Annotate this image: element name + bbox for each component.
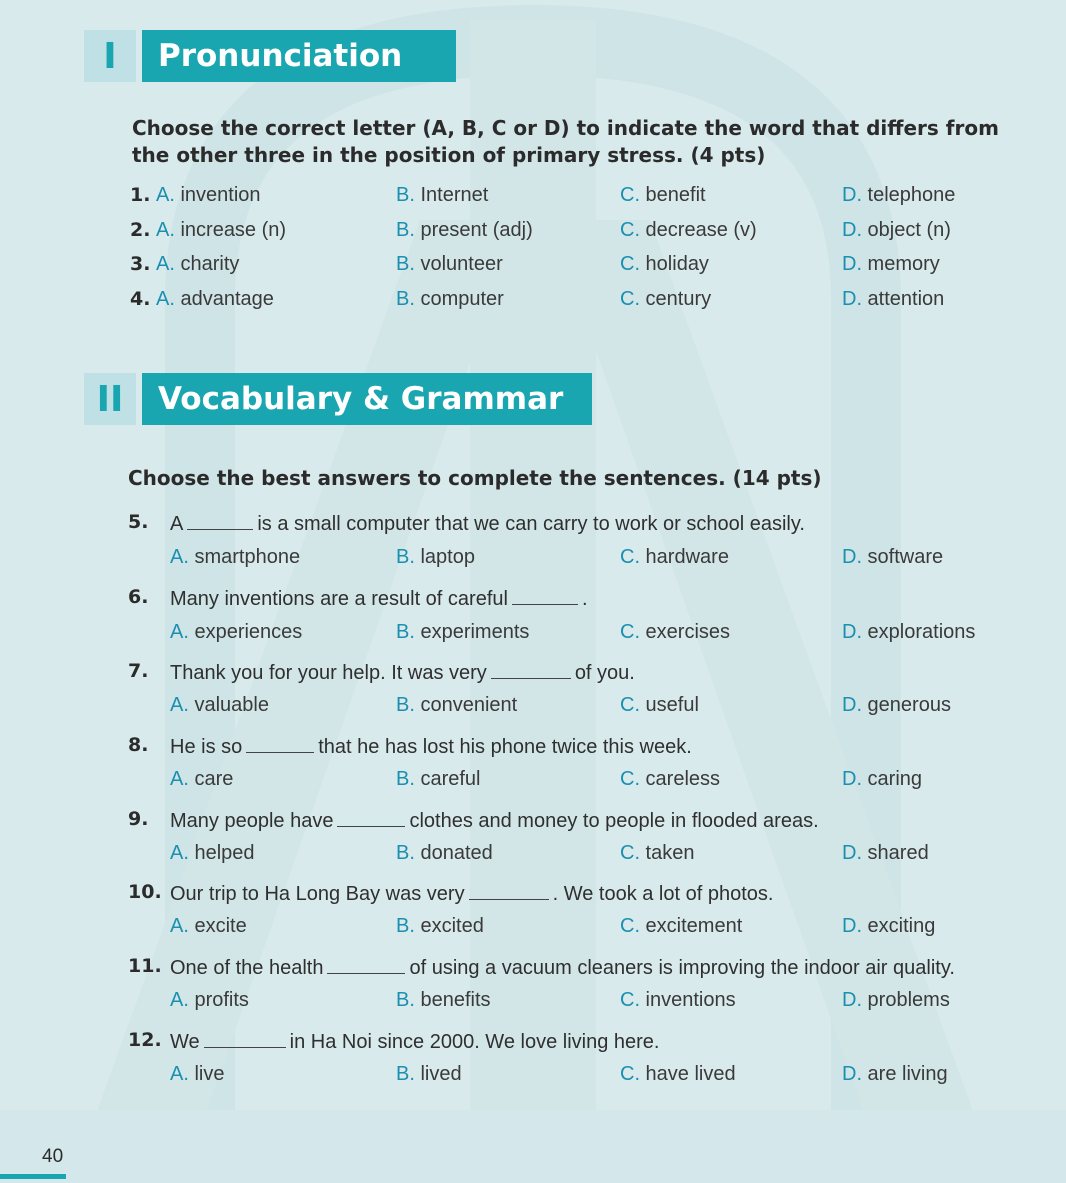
option-b [396,1063,462,1086]
question-stem [0,1029,1066,1059]
option-letter: A. [170,989,189,1011]
option-text: advantage [174,288,274,310]
options-row [0,915,1066,945]
option-letter: D. [842,288,862,310]
question-number: 12. [128,1029,162,1051]
question-sentence [170,808,819,833]
option-d [842,253,940,276]
option-text: experiments [414,621,530,643]
option-b [396,694,517,717]
option-letter: C. [620,288,640,310]
option-text: laptop [414,546,475,568]
option-letter: B. [396,219,415,241]
option-letter: B. [396,546,415,568]
option-letter: C. [620,989,640,1011]
option-letter: C. [620,184,640,206]
answer-blank [246,734,314,753]
option-text: Internet [414,184,489,206]
option-a [170,842,255,865]
option-text: useful [640,694,699,716]
option-c [620,694,699,717]
option-a [170,768,233,791]
option-text: invention [174,184,261,206]
option-text: decrease (v) [640,219,757,241]
option-c [620,621,730,644]
question-number: 5. [128,511,149,533]
question-stem [0,808,1066,838]
option-letter: A. [170,1063,189,1085]
question-row [0,253,1066,283]
option-letter: B. [396,915,415,937]
option-text: charity [174,253,240,275]
option-letter: D. [842,621,862,643]
question-sentence [170,660,635,685]
question-stem [0,586,1066,616]
option-letter: C. [620,621,640,643]
option-letter: C. [620,1063,640,1085]
option-letter: A. [156,288,175,310]
option-d [842,768,922,791]
question-sentence [170,955,955,980]
question-sentence [170,511,805,536]
option-d [842,842,929,865]
options-row [0,546,1066,576]
option-letter: B. [396,621,415,643]
question-number: 6. [128,586,149,608]
option-text: exciting [862,915,936,937]
sentence-after: of using a vacuum cleaners is improving the indoor air quality. [409,957,955,979]
option-text: smartphone [188,546,301,568]
question-number: 8. [128,734,149,756]
option-text: lived [414,1063,462,1085]
option-letter: D. [842,694,862,716]
option-text: computer [414,288,504,310]
option-d [842,989,950,1012]
option-letter: A. [170,768,189,790]
sentence-before: Thank you for your help. It was very [170,662,487,684]
answer-blank [187,511,253,530]
sentence-before: We [170,1031,200,1053]
option-letter: B. [396,184,415,206]
option-b [396,546,475,569]
option-c [620,842,694,865]
question-number: 10. [128,881,162,903]
sentence-after: that he has lost his phone twice this week. [318,736,692,758]
sentence-after: of you. [574,662,635,684]
option-text: benefit [640,184,706,206]
option-text: have lived [640,1063,736,1085]
option-letter: A. [156,253,175,275]
option-letter: D. [842,768,862,790]
option-a [170,1063,224,1086]
option-text: century [640,288,712,310]
sentence-after: is a small computer that we can carry to work or school easily. [257,513,805,535]
question-stem [0,511,1066,541]
option-text: benefits [414,989,491,1011]
question-row [0,184,1066,214]
option-text: convenient [414,694,518,716]
option-text: shared [862,842,929,864]
option-b [396,989,491,1012]
option-letter: B. [396,768,415,790]
option-letter: C. [620,546,640,568]
question-stem [0,734,1066,764]
option-letter: D. [842,1063,862,1085]
option-d [842,288,944,311]
option-text: valuable [188,694,269,716]
option-c [620,546,729,569]
option-letter: C. [620,768,640,790]
option-letter: D. [842,546,862,568]
option-b [396,288,504,311]
sentence-after: . [581,588,588,610]
option-a [170,546,300,569]
question-row [0,219,1066,249]
option-letter: D. [842,989,862,1011]
option-b [396,253,503,276]
option-letter: B. [396,842,415,864]
option-letter: A. [170,694,189,716]
option-text: hardware [640,546,729,568]
sentence-after: . We took a lot of photos. [552,883,774,905]
option-letter: A. [170,546,189,568]
option-d [842,621,975,644]
sentence-after: clothes and money to people in flooded areas. [409,810,819,832]
option-d [842,546,943,569]
instruction-line-2: the other three in the position of primary stress. (4 pts) [132,143,766,167]
option-a [156,288,274,311]
option-c [620,768,720,791]
option-a [170,694,269,717]
option-text: careless [640,768,721,790]
option-letter: D. [842,219,862,241]
option-text: inventions [640,989,736,1011]
option-text: problems [862,989,950,1011]
sentence-before: Our trip to Ha Long Bay was very [170,883,465,905]
option-a [156,253,239,276]
option-b [396,768,481,791]
option-letter: C. [620,219,640,241]
option-b [396,621,529,644]
option-letter: A. [170,915,189,937]
option-letter: A. [170,842,189,864]
option-letter: B. [396,694,415,716]
option-text: experiences [188,621,303,643]
answer-blank [337,808,405,827]
option-text: caring [862,768,923,790]
answer-blank [327,955,405,974]
option-text: telephone [862,184,956,206]
option-a [170,989,249,1012]
option-b [396,219,533,242]
option-letter: C. [620,842,640,864]
sentence-before: He is so [170,736,243,758]
question-number: 2. [130,219,151,241]
option-c [620,253,709,276]
question-number: 4. [130,288,151,310]
option-c [620,989,736,1012]
option-text: helped [188,842,255,864]
section-2-title: Vocabulary & Grammar [142,373,592,425]
options-row [0,1063,1066,1093]
sentence-before: Many inventions are a result of careful [170,588,508,610]
sentence-before: A [170,513,184,535]
question-row [0,288,1066,318]
option-letter: C. [620,694,640,716]
option-text: explorations [862,621,976,643]
options-row [0,694,1066,724]
options-row [0,621,1066,651]
option-letter: A. [170,621,189,643]
option-d [842,694,951,717]
option-c [620,184,706,207]
answer-blank [512,586,578,605]
option-letter: D. [842,842,862,864]
sentence-before: One of the health [170,957,324,979]
option-d [842,1063,948,1086]
options-row [0,768,1066,798]
option-text: exercises [640,621,731,643]
option-text: holiday [640,253,709,275]
question-stem [0,881,1066,911]
question-number: 9. [128,808,149,830]
sentence-after: in Ha Noi since 2000. We love living here. [289,1031,660,1053]
option-d [842,219,951,242]
question-sentence [170,586,588,611]
options-row [0,989,1066,1019]
answer-blank [204,1029,286,1048]
answer-blank [469,881,549,900]
section-2-header [84,373,592,425]
option-text: care [188,768,234,790]
option-text: taken [640,842,695,864]
option-d [842,915,935,938]
option-letter: B. [396,288,415,310]
option-text: are living [862,1063,948,1085]
option-letter: A. [156,219,175,241]
option-letter: C. [620,253,640,275]
option-c [620,288,711,311]
option-a [156,219,286,242]
option-d [842,184,955,207]
option-c [620,219,757,242]
option-a [170,621,302,644]
option-text: live [188,1063,225,1085]
option-letter: D. [842,253,862,275]
question-sentence [170,881,773,906]
option-letter: C. [620,915,640,937]
question-sentence [170,734,692,759]
option-letter: D. [842,184,862,206]
option-text: excitement [640,915,743,937]
section-1-instruction [132,115,1032,169]
option-a [170,915,247,938]
option-text: attention [862,288,945,310]
option-letter: B. [396,253,415,275]
question-number: 7. [128,660,149,682]
question-stem [0,955,1066,985]
options-row [0,842,1066,872]
option-b [396,842,493,865]
option-text: memory [862,253,940,275]
answer-blank [491,660,571,679]
option-text: profits [188,989,249,1011]
page-number: 40 [42,1146,64,1167]
section-2-number: II [84,373,136,425]
option-text: donated [414,842,493,864]
option-text: generous [862,694,951,716]
option-letter: D. [842,915,862,937]
option-c [620,1063,736,1086]
sentence-before: Many people have [170,810,334,832]
question-number: 11. [128,955,162,977]
option-text: volunteer [414,253,503,275]
instruction-line-1: Choose the correct letter (A, B, C or D) to indicate the word that differs from [132,116,999,140]
question-number: 3. [130,253,151,275]
option-text: object (n) [862,219,951,241]
section-1-title: Pronunciation [142,30,456,82]
option-c [620,915,742,938]
option-text: present (adj) [414,219,533,241]
option-text: excite [188,915,247,937]
option-b [396,915,484,938]
page-number-bar [0,1174,66,1179]
option-text: excited [414,915,484,937]
question-number: 1. [130,184,151,206]
option-b [396,184,488,207]
option-letter: B. [396,1063,415,1085]
section-2-instruction: Choose the best answers to complete the sentences. (14 pts) [128,466,822,490]
option-text: careful [414,768,481,790]
question-sentence [170,1029,659,1054]
option-text: increase (n) [174,219,287,241]
option-a [156,184,261,207]
option-letter: B. [396,989,415,1011]
option-letter: A. [156,184,175,206]
section-1-number: I [84,30,136,82]
option-text: software [862,546,944,568]
section-1-header [84,30,456,82]
question-stem [0,660,1066,690]
